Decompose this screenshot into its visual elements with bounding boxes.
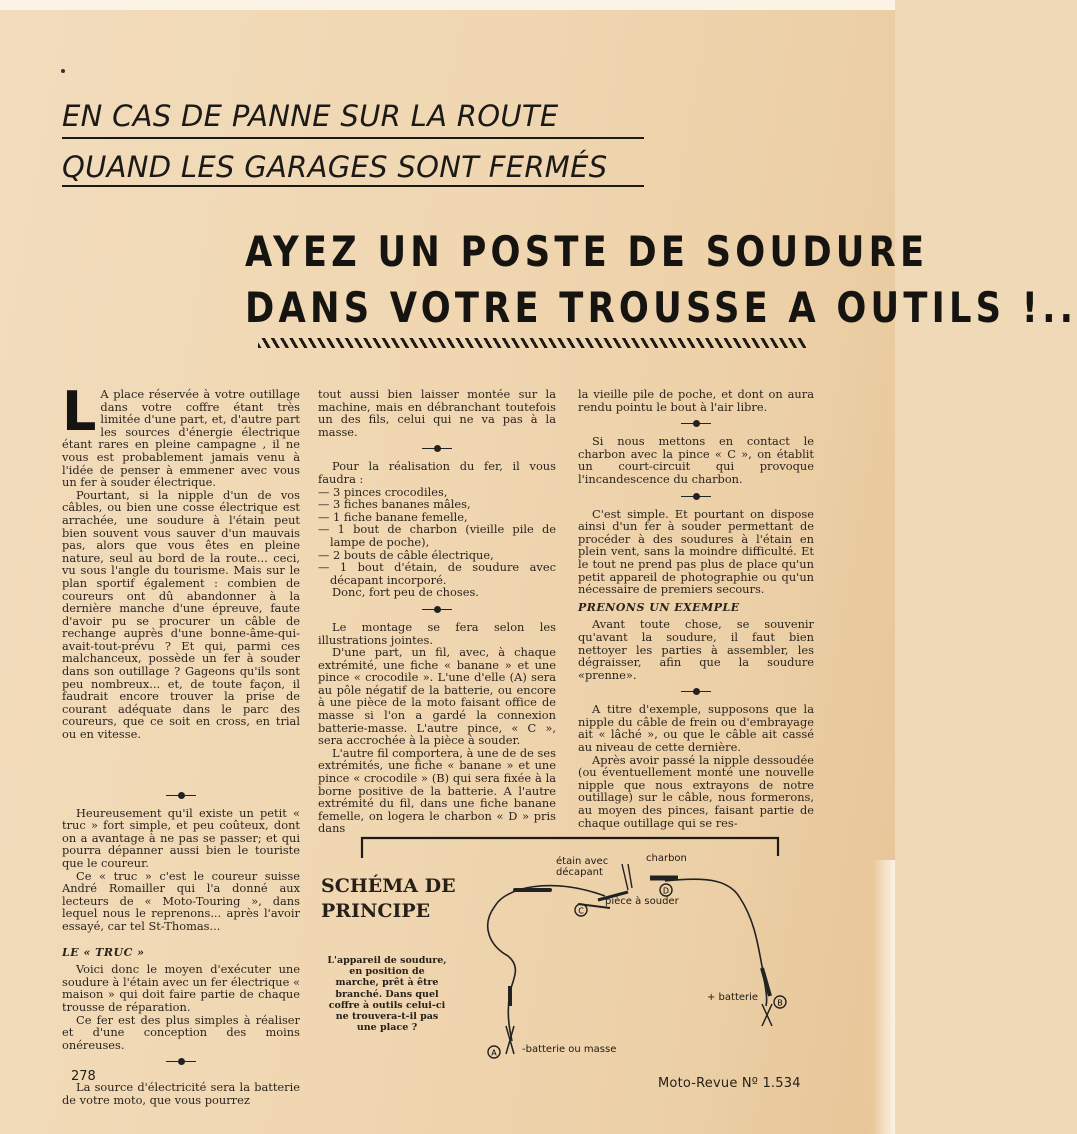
headline-line-2: DANS VOTRE TROUSSE A OUTILS !..: [245, 283, 1077, 332]
label-etain: étain avec décapant: [556, 856, 609, 878]
label-batterie-plus: + batterie: [707, 992, 759, 1003]
kicker-line-2: QUAND LES GARAGES SONT FERMÉS: [62, 150, 608, 184]
paragraph: A titre d'exemple, supposons que la nipple du câble de frein ou d'embrayage ait « lâché », ou que le câble ait cassé au niveau de cette dernière.: [578, 702, 814, 755]
mark-a: A: [491, 1048, 497, 1058]
paragraph: la vieille pile de poche, et dont on aura rendu pointu le bout à l'air libre.: [578, 387, 814, 414]
article-column-2: [318, 388, 556, 835]
section-separator: [318, 603, 556, 617]
kicker-rule-1: [62, 137, 644, 139]
paragraph: Si nous mettons en contact le charbon avec la pince « C », on établit un court-circuit qui provoque l'incandescence du charbon.: [578, 434, 814, 486]
paragraph: Pourtant, si la nipple d'un de vos câbles, ou bien une cosse électrique est arrachée, une soudure à l'étain peut bien souvent vous sauver d'un mauvais pas, alors que vous êtes en pleine nature, seul au bord de la route... ceci, vu sous l'angle du tourisme. Mais sur le plan sportif également : combien de coureurs ont dû abandonner à la dernière manche d'une épreuve, faute d'avoir pu se procurer un câble de rechange auprès d'une bonne-âme-qui-avait-tout-prévu ? Et qui, parmi ces malchanceux, possède un fer à souder dans son outillage ? Gageons qu'ils sont peu nombreux... et, de toute façon, il faudrait encore trouver la prise de courant adéquate dans le parc des coureurs, que ce soit en cross, en trial ou en vitesse.: [62, 487, 300, 742]
list-item: — 1 bout d'étain, de soudure avec décapant incorporé.: [318, 560, 556, 587]
kicker-line-1: EN CAS DE PANNE SUR LA ROUTE: [62, 99, 559, 133]
paragraph: Ce fer est des plus simples à réaliser et d'une conception des moins onéreuses.: [62, 1012, 300, 1052]
paragraph: Après avoir passé la nipple dessoudée (ou éventuellement monté une nouvelle nipple que nous extrayons de notre outillage) sur le câble, nous formerons, au moyen des pinces, faisant partie de chaque outillage qui se res-: [578, 752, 814, 830]
list-item: — 2 bouts de câble électrique,: [318, 547, 494, 562]
paragraph: D'une part, un fil, avec, à chaque extrémité, une fiche « banane » et une pince « crocodile ». L'une d'elle (A) sera au pôle négatif de la batterie, ou encore à une pièce de la moto faisant office de masse si l'on a gardé la connexion batterie-masse. L'autre pince, « C », sera accrochée à la pièce à souder.: [318, 645, 556, 748]
paragraph: Heureusement qu'il existe un petit « truc » fort simple, et peu coûteux, dont on a avantage à ne pas se passer; et qui pourra dépanner aussi bien le touriste que le coureur.: [62, 805, 300, 870]
paragraph: C'est simple. Et pourtant on dispose ainsi d'un fer à souder permettant de procéder à des soudures à l'étain en plein vent, sans la moindre difficulté. Et le tout ne prend pas plus de place qu'un petit appareil de photographie ou qu'un nécessaire de premiers secours.: [578, 506, 814, 597]
paragraph: La source d'électricité sera la batterie de votre moto, que vous pourrez: [62, 1080, 300, 1107]
page-number: 278: [71, 1069, 96, 1084]
torn-edge: [857, 860, 895, 1134]
section-separator: [578, 490, 814, 504]
mark-d: D: [662, 886, 670, 896]
label-batterie-moins: -batterie ou masse: [522, 1044, 617, 1055]
kicker-rule-2: [62, 185, 644, 187]
paragraph: Pour la réalisation du fer, il vous faudra :: [318, 459, 556, 486]
label-charbon: charbon: [646, 853, 687, 864]
diagram-title-line-2: PRINCIPE: [321, 900, 431, 922]
page-top-edge: [0, 0, 895, 10]
label-piece: pièce à souder: [605, 896, 679, 907]
paragraph: L'autre fil comportera, à une de de ses extrémités, une fiche « banane » et une pince « crocodile » (B) qui sera fixée à la borne positive de la batterie. A l'autre extrémité du fil, dans une fiche banane femelle, on logera le charbon « D » pris dans: [318, 745, 556, 836]
list-item: — 3 fiches bananes mâles,: [318, 497, 471, 512]
subheading-exemple: PRENONS UN EXEMPLE: [578, 600, 740, 614]
paragraph: Donc, fort peu de choses.: [332, 585, 479, 600]
headline-line-1: AYEZ UN POSTE DE SOUDURE: [245, 227, 929, 276]
materials-list: [318, 486, 556, 587]
drop-cap: L: [62, 380, 97, 443]
article-column-3: [578, 388, 814, 829]
section-separator: [62, 789, 300, 803]
diagram-caption: L'appareil de soudure, en position de marche, prêt à être branché. Dans quel coffre à outils celui-ci ne trouvera-t-il pas une place ?: [327, 955, 447, 1034]
article-column-1: [62, 380, 300, 1107]
section-separator: [318, 442, 556, 456]
list-item: — 3 pinces crocodiles,: [318, 484, 448, 499]
section-separator: [578, 685, 814, 699]
paragraph: Avant toute chose, se souvenir qu'avant la soudure, il faut bien nettoyer les parties à assembler, les dégraisser, afin que la soudure «prenne».: [578, 617, 814, 682]
print-dot: [61, 69, 65, 73]
paragraph: tout aussi bien laisser montée sur la machine, mais en débranchant toutefois un des fils, celui qui ne va pas à la masse.: [318, 387, 556, 439]
magazine-footer: Moto-Revue Nº 1.534: [658, 1076, 801, 1091]
paragraph: A place réservée à votre outillage dans votre coffre étant très limitée d'une part, et, d'autre part les sources d'énergie électrique étant rares en pleine campagne , il ne vous est probablement jamais venu à l'idée de penser à emmener avec vous un fer à souder électrique.: [62, 387, 300, 490]
section-separator: [578, 417, 814, 431]
mark-c: C: [578, 906, 584, 916]
list-item: — 1 bout de charbon (vieille pile de lampe de poche),: [318, 522, 556, 549]
decorative-zigzag-rule: [258, 338, 806, 348]
diagram-title-line-1: SCHÉMA DE: [321, 875, 456, 897]
section-separator: [62, 1055, 300, 1069]
mark-b: B: [777, 998, 783, 1008]
diagram-title: [321, 874, 501, 924]
wire-positive: [662, 879, 767, 1006]
list-item: — 1 fiche banane femelle,: [318, 509, 468, 524]
paragraph: Ce « truc » c'est le coureur suisse André Romailler qui l'a donné aux lecteurs de « Moto-Touring », dans lequel nous le reprenons... après l'avoir essayé, car tel St-Thomas...: [62, 868, 300, 933]
subheading-truc: LE « TRUC »: [62, 945, 145, 959]
paragraph: Voici donc le moyen d'exécuter une soudure à l'étain avec un fer électrique « maison » qui doit faire partie de chaque trousse de réparation.: [62, 962, 300, 1014]
paragraph: Le montage se fera selon les illustrations jointes.: [318, 619, 556, 647]
